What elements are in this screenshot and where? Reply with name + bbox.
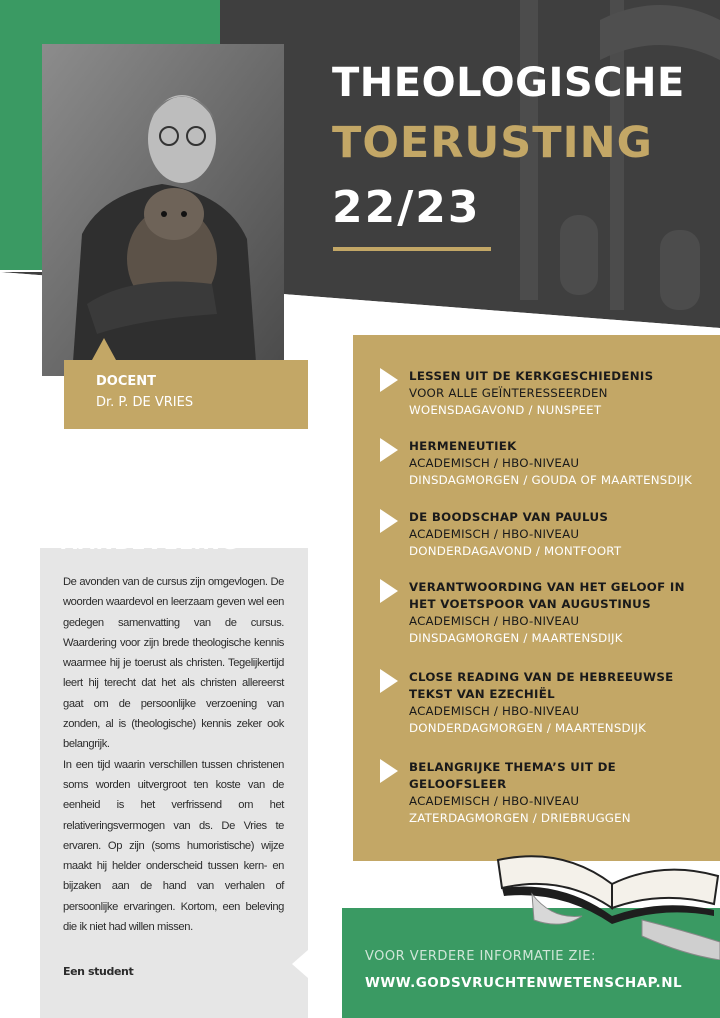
- course-title: LESSEN UIT DE KERKGESCHIEDENIS: [409, 369, 654, 383]
- play-arrow-icon: [380, 579, 398, 603]
- course-title-line-2: GELOOFSLEER: [409, 777, 507, 791]
- recommendation-author: Een student: [63, 965, 134, 978]
- course-title: CLOSE READING VAN DE HEBREEUWSE: [409, 670, 674, 684]
- open-book-icon: [492, 850, 720, 960]
- docent-name: Dr. P. DE VRIES: [96, 395, 194, 410]
- recommendation-text: [63, 572, 284, 937]
- play-arrow-icon: [380, 509, 398, 533]
- course-schedule: DONDERDAGMORGEN / MAARTENSDIJK: [409, 721, 647, 735]
- course-schedule: WOENSDAGAVOND / NUNSPEET: [409, 403, 602, 417]
- play-arrow-icon: [380, 368, 398, 392]
- docent-photo: [42, 44, 284, 376]
- course-schedule: DINSDAGMORGEN / GOUDA OF MAARTENSDIJK: [409, 473, 693, 487]
- recommendation-heading: AANBEVELING: [61, 530, 240, 554]
- course-title: HERMENEUTIEK: [409, 439, 517, 453]
- title-line-2: TOERUSTING: [332, 118, 653, 168]
- play-arrow-icon: [380, 759, 398, 783]
- course-schedule: ZATERDAGMORGEN / DRIEBRUGGEN: [409, 811, 631, 825]
- play-arrow-icon: [380, 438, 398, 462]
- course-schedule: DINSDAGMORGEN / MAARTENSDIJK: [409, 631, 623, 645]
- play-arrow-icon: [380, 669, 398, 693]
- title-line-3: 22/23: [332, 182, 481, 233]
- course-title-line-2: TEKST VAN EZECHIËL: [409, 687, 555, 701]
- website-link[interactable]: WWW.GODSVRUCHTENWETENSCHAP.NL: [365, 975, 683, 991]
- docent-label: DOCENT: [96, 374, 157, 389]
- course-schedule: DONDERDAGAVOND / MONTFOORT: [409, 544, 622, 558]
- title-line-1: THEOLOGISCHE: [332, 60, 685, 106]
- title-underline: [333, 247, 491, 251]
- docent-photo-illustration: [42, 44, 284, 376]
- course-title: DE BOODSCHAP VAN PAULUS: [409, 510, 609, 524]
- course-level: ACADEMISCH / HBO-NIVEAU: [409, 456, 580, 470]
- course-level: ACADEMISCH / HBO-NIVEAU: [409, 704, 580, 718]
- info-label: VOOR VERDERE INFORMATIE ZIE:: [365, 949, 596, 964]
- recommendation-paragraph: De avonden van de cursus zijn omgevlogen. De woorden waardevol en leerzaam geven wel een gedegen samenvatting van de cursus. Waardering voor zijn brede theologische kennis waarmee hij je toerust als christen. Tegelijkertijd leert hij terecht dat het als christen allereerst gaat om de persoonlijke verzoening van zonden, al is (theologische) kennis zeker ook belangrijk.: [63, 576, 284, 751]
- course-level: ACADEMISCH / HBO-NIVEAU: [409, 527, 580, 541]
- course-level: ACADEMISCH / HBO-NIVEAU: [409, 614, 580, 628]
- course-level: ACADEMISCH / HBO-NIVEAU: [409, 794, 580, 808]
- course-level: VOOR ALLE GEÏNTERESSEERDEN: [409, 386, 608, 400]
- recommendation-paragraph: In een tijd waarin verschillen tussen christenen soms worden uitvergroot ten koste van de eenheid is het verfrissend om het relativeringsvermogen van ds. De Vries te ervaren. Op zijn (soms humoristische) wijze maakt hij helder onderscheid tussen kern- en bijzaken aan de hand van verhalen of persoonlijke ervaringen. Kortom, een beleving die ik niet had willen missen.: [63, 758, 284, 934]
- course-title-line-2: HET VOETSPOOR VAN AUGUSTINUS: [409, 597, 651, 611]
- course-title: BELANGRIJKE THEMA’S UIT DE: [409, 760, 617, 774]
- course-title: VERANTWOORDING VAN HET GELOOF IN: [409, 580, 685, 594]
